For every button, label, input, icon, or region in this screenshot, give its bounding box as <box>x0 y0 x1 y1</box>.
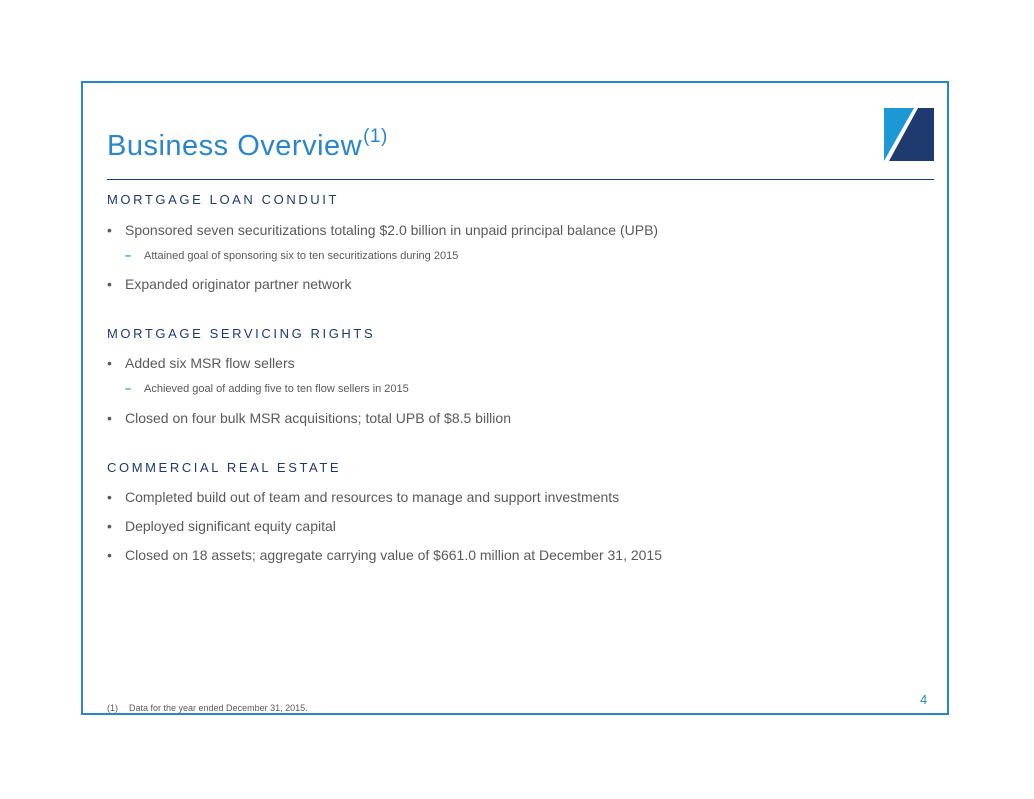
bullet-marker: • <box>107 222 112 238</box>
slide-frame <box>81 81 949 715</box>
bullet-text: Closed on 18 assets; aggregate carrying value of $661.0 million at December 31, 2015 <box>125 547 662 563</box>
slide-title <box>107 126 388 163</box>
bullet-text: Sponsored seven securitizations totaling $2.0 billion in unpaid principal balance (UPB) <box>125 222 659 238</box>
bullet-marker: • <box>107 489 112 505</box>
bullet-item <box>107 489 619 505</box>
sub-bullet-marker: – <box>125 250 132 262</box>
bullet-item <box>107 410 511 426</box>
footnote-marker: (1) <box>107 703 118 713</box>
bullet-item <box>107 518 336 534</box>
bullet-marker: • <box>107 355 112 371</box>
bullet-item <box>107 276 351 292</box>
section-heading-commercial-real-estate: COMMERCIAL REAL ESTATE <box>107 460 342 475</box>
bullet-text: Completed build out of team and resources to manage and support investments <box>125 489 620 505</box>
bullet-item <box>107 222 658 238</box>
bullet-item <box>107 547 662 563</box>
section-heading-mortgage-servicing-rights: MORTGAGE SERVICING RIGHTS <box>107 326 376 341</box>
sub-bullet-item <box>125 383 409 395</box>
section-heading-mortgage-loan-conduit: MORTGAGE LOAN CONDUIT <box>107 192 340 207</box>
bullet-marker: • <box>107 518 112 534</box>
page-number: 4 <box>920 692 928 707</box>
bullet-text: Closed on four bulk MSR acquisitions; total UPB of $8.5 billion <box>125 410 511 426</box>
footnote <box>107 703 308 713</box>
title-footnote-marker: (1) <box>363 126 388 147</box>
bullet-marker: • <box>107 276 112 292</box>
company-logo-icon <box>884 108 934 161</box>
bullet-marker: • <box>107 410 112 426</box>
bullet-item <box>107 355 295 371</box>
bullet-marker: • <box>107 547 112 563</box>
sub-bullet-item <box>125 250 458 262</box>
footnote-text: Data for the year ended December 31, 2015. <box>129 703 308 713</box>
bullet-text: Added six MSR flow sellers <box>125 355 295 371</box>
bullet-text: Deployed significant equity capital <box>125 518 336 534</box>
slide-title-text: Business Overview <box>107 130 363 162</box>
title-divider <box>107 179 934 180</box>
sub-bullet-text: Achieved goal of adding five to ten flow sellers in 2015 <box>144 383 409 395</box>
sub-bullet-text: Attained goal of sponsoring six to ten securitizations during 2015 <box>144 250 459 262</box>
bullet-text: Expanded originator partner network <box>125 276 352 292</box>
sub-bullet-marker: – <box>125 383 132 395</box>
